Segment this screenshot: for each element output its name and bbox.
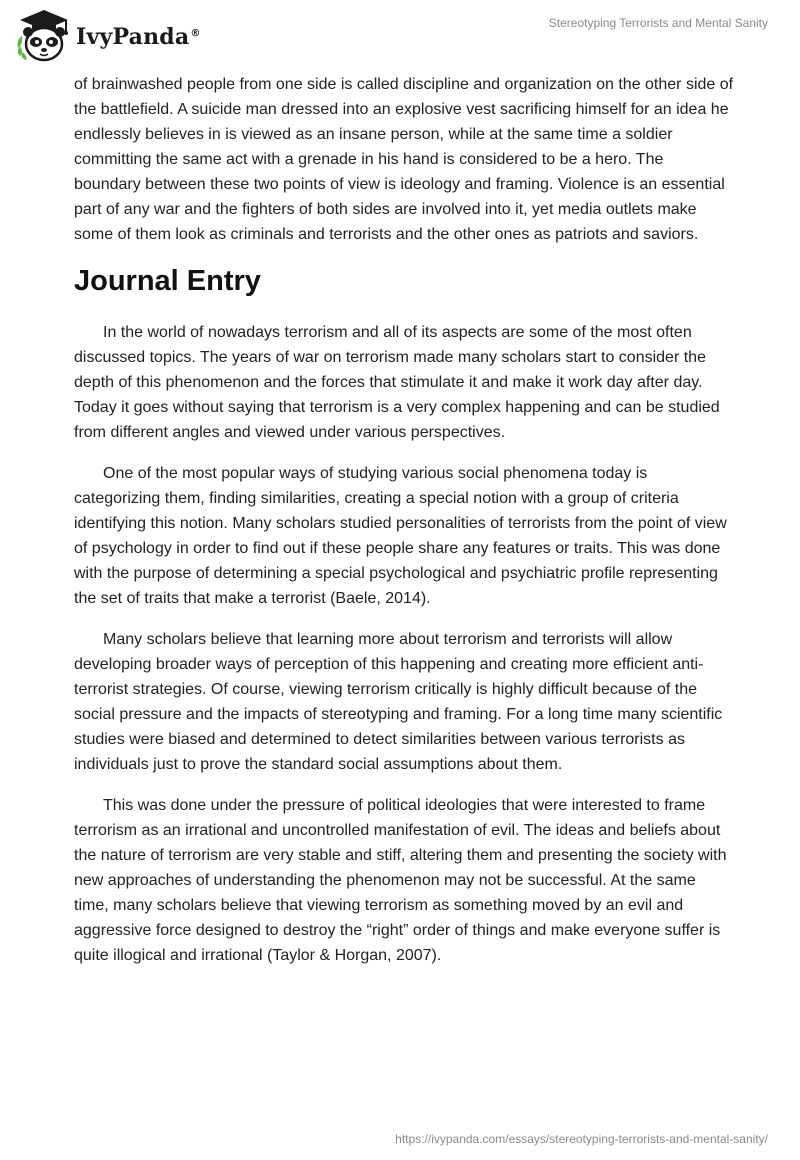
page-header [0, 0, 800, 70]
section-heading: Journal Entry [74, 265, 261, 297]
panda-graduation-cap-icon [14, 8, 74, 64]
body-paragraph: Many scholars believe that learning more about terrorism and terrorists will allow developing broader ways of perception of this happening and creating more efficient anti-terrorist strategies. Of course, viewing terrorism critically is highly difficult because of the social pressure and the impacts of stereotyping and framing. For a long time many scientific studies were biased and determined to detect similarities between various terrorists as individuals just to prove the standard social assumptions about them. [74, 631, 723, 773]
document-title: Stereotyping Terrorists and Mental Sanity [548, 16, 768, 30]
article-body [74, 72, 734, 984]
body-paragraph: In the world of nowadays terrorism and all of its aspects are some of the most often discussed topics. The years of war on terrorism made many scholars start to consider the depth of this phenomenon and the forces that stimulate it and make it work day after day. Today it goes without saying that terrorism is a very complex happening and can be studied from different angles and viewed under various perspectives. [74, 324, 720, 441]
ivypanda-logo[interactable] [14, 8, 201, 64]
source-url[interactable]: https://ivypanda.com/essays/stereotyping-terrorists-and-mental-sanity/ [395, 1132, 768, 1146]
brand-name: IvyPanda® [76, 24, 201, 50]
intro-paragraph: of brainwashed people from one side is called discipline and organization on the other side of the battlefield. A suicide man dressed into an explosive vest sacrificing himself for an idea he endlessly believes in is viewed as an insane person, while at the same time a soldier committing the same act with a grenade in his hand is considered to be a hero. The boundary between these two points of view is ideology and framing. Violence is an essential part of any war and the fighters of both sides are involved into it, yet media outlets make some of them look as criminals and terrorists and the other ones as patriots and saviors. [74, 76, 734, 243]
body-paragraph: This was done under the pressure of political ideologies that were interested to frame terrorism as an irrational and uncontrolled manifestation of evil. The ideas and beliefs about the nature of terrorism are very stable and stiff, altering them and presenting the society with new approaches of understanding the phenomenon may not be successful. At the same time, many scholars believe that viewing terrorism as something moved by an evil and aggressive force designed to destroy the “right” order of things and make everyone suffer is quite illogical and irrational (Taylor & Horgan, 2007). [74, 797, 727, 964]
registered-mark: ® [190, 27, 201, 39]
body-paragraph: One of the most popular ways of studying various social phenomena today is categorizing them, finding similarities, creating a special notion with a group of criteria identifying this notion. Many scholars studied personalities of terrorists from the point of view of psychology in order to find out if these people share any features or traits. This was done with the purpose of determining a special psychological and psychiatric profile representing the set of traits that make a terrorist (Baele, 2014). [74, 465, 727, 607]
